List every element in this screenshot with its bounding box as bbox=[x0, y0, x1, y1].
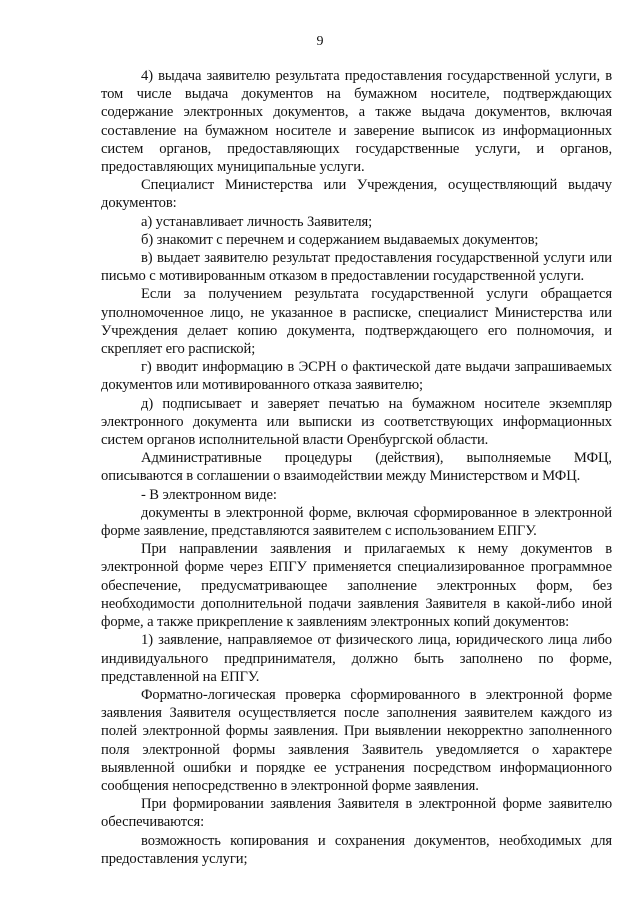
paragraph-provided-features: При формировании заявления Заявителя в электронной форме заявителю обеспечиваются: bbox=[101, 796, 612, 831]
paragraph-item-1: 1) заявление, направляемое от физического лица, юридического лица либо индивидуального предпринимателя, должно быть заполнено по форме, представленной на ЕПГУ. bbox=[101, 632, 612, 685]
paragraph-mfc-procedures: Административные процедуры (действия), выполняемые МФЦ, описываются в соглашении о взаимодействии между Министерством и МФЦ. bbox=[101, 450, 612, 485]
paragraph-item-g: г) вводит информацию в ЭСРН о фактической дате выдачи запрашиваемых документов или мотивированного отказа заявителю; bbox=[101, 359, 612, 394]
paragraph-authorized-person: Если за получением результата государственной услуги обращается уполномоченное лицо, не указанное в расписке, специалист Министерства или Учреждения делает копию документа, подтверждающего его полномочия, и скрепляет его распиской; bbox=[101, 286, 612, 358]
paragraph-electronic-heading: - В электронном виде: bbox=[141, 486, 277, 503]
page-number: 9 bbox=[316, 34, 324, 49]
paragraph-epgu-submission: При направлении заявления и прилагаемых к нему документов в электронной форме через ЕПГУ применяется специализированное программное обеспечение, предусматривающее заполнение электронных форм, без необходимости дополнительной подачи заявления Заявителя в какой-либо иной форме, а также прикрепление к заявлениям электронных копий документов: bbox=[101, 541, 612, 631]
paragraph-copy-save: возможность копирования и сохранения документов, необходимых для предоставления услуги; bbox=[101, 832, 612, 867]
paragraph-electronic-documents: документы в электронной форме, включая сформированное в электронной форме заявление, представляются заявителем с использованием ЕПГУ. bbox=[101, 504, 612, 540]
paragraph-format-check: Форматно-логическая проверка сформированного в электронной форме заявления Заявителя осуществляется после заполнения заявителем каждого из полей электронной формы заявления. При выявлении некорректно заполненного поля электронной формы заявления Заявитель уведомляется о характере выявленной ошибки и порядке ее устранения посредством информационного сообщения непосредственно в электронной форме заявления. bbox=[101, 686, 612, 794]
paragraph-item-v: в) выдает заявителю результат предоставления государственной услуги или письмо с мотивированным отказом в предоставлении государственной услуги. bbox=[101, 250, 612, 285]
paragraph-item-b: б) знакомит с перечнем и содержанием выдаваемых документов; bbox=[141, 231, 539, 248]
paragraph-item-d: д) подписывает и заверяет печатью на бумажном носителе экземпляр электронного документа или выписки из соответствующих информационных систем органов исполнительной власти Оренбургской области. bbox=[101, 395, 612, 449]
document-body bbox=[101, 67, 612, 868]
paragraph-specialist-duties: Специалист Министерства или Учреждения, осуществляющий выдачу документов: bbox=[101, 177, 612, 212]
paragraph-item-4: 4) выдача заявителю результата предоставления государственной услуги, в том числе выдача документов на бумажном носителе, подтверждающих содержание электронных документов, а также выдача документов, включая составление на бумажном носителе и заверение выписок из информационных систем органов, предоставляющих государственные услуги, и органов, предоставляющих муниципальные услуги. bbox=[101, 68, 612, 176]
paragraph-item-a: а) устанавливает личность Заявителя; bbox=[141, 213, 373, 230]
